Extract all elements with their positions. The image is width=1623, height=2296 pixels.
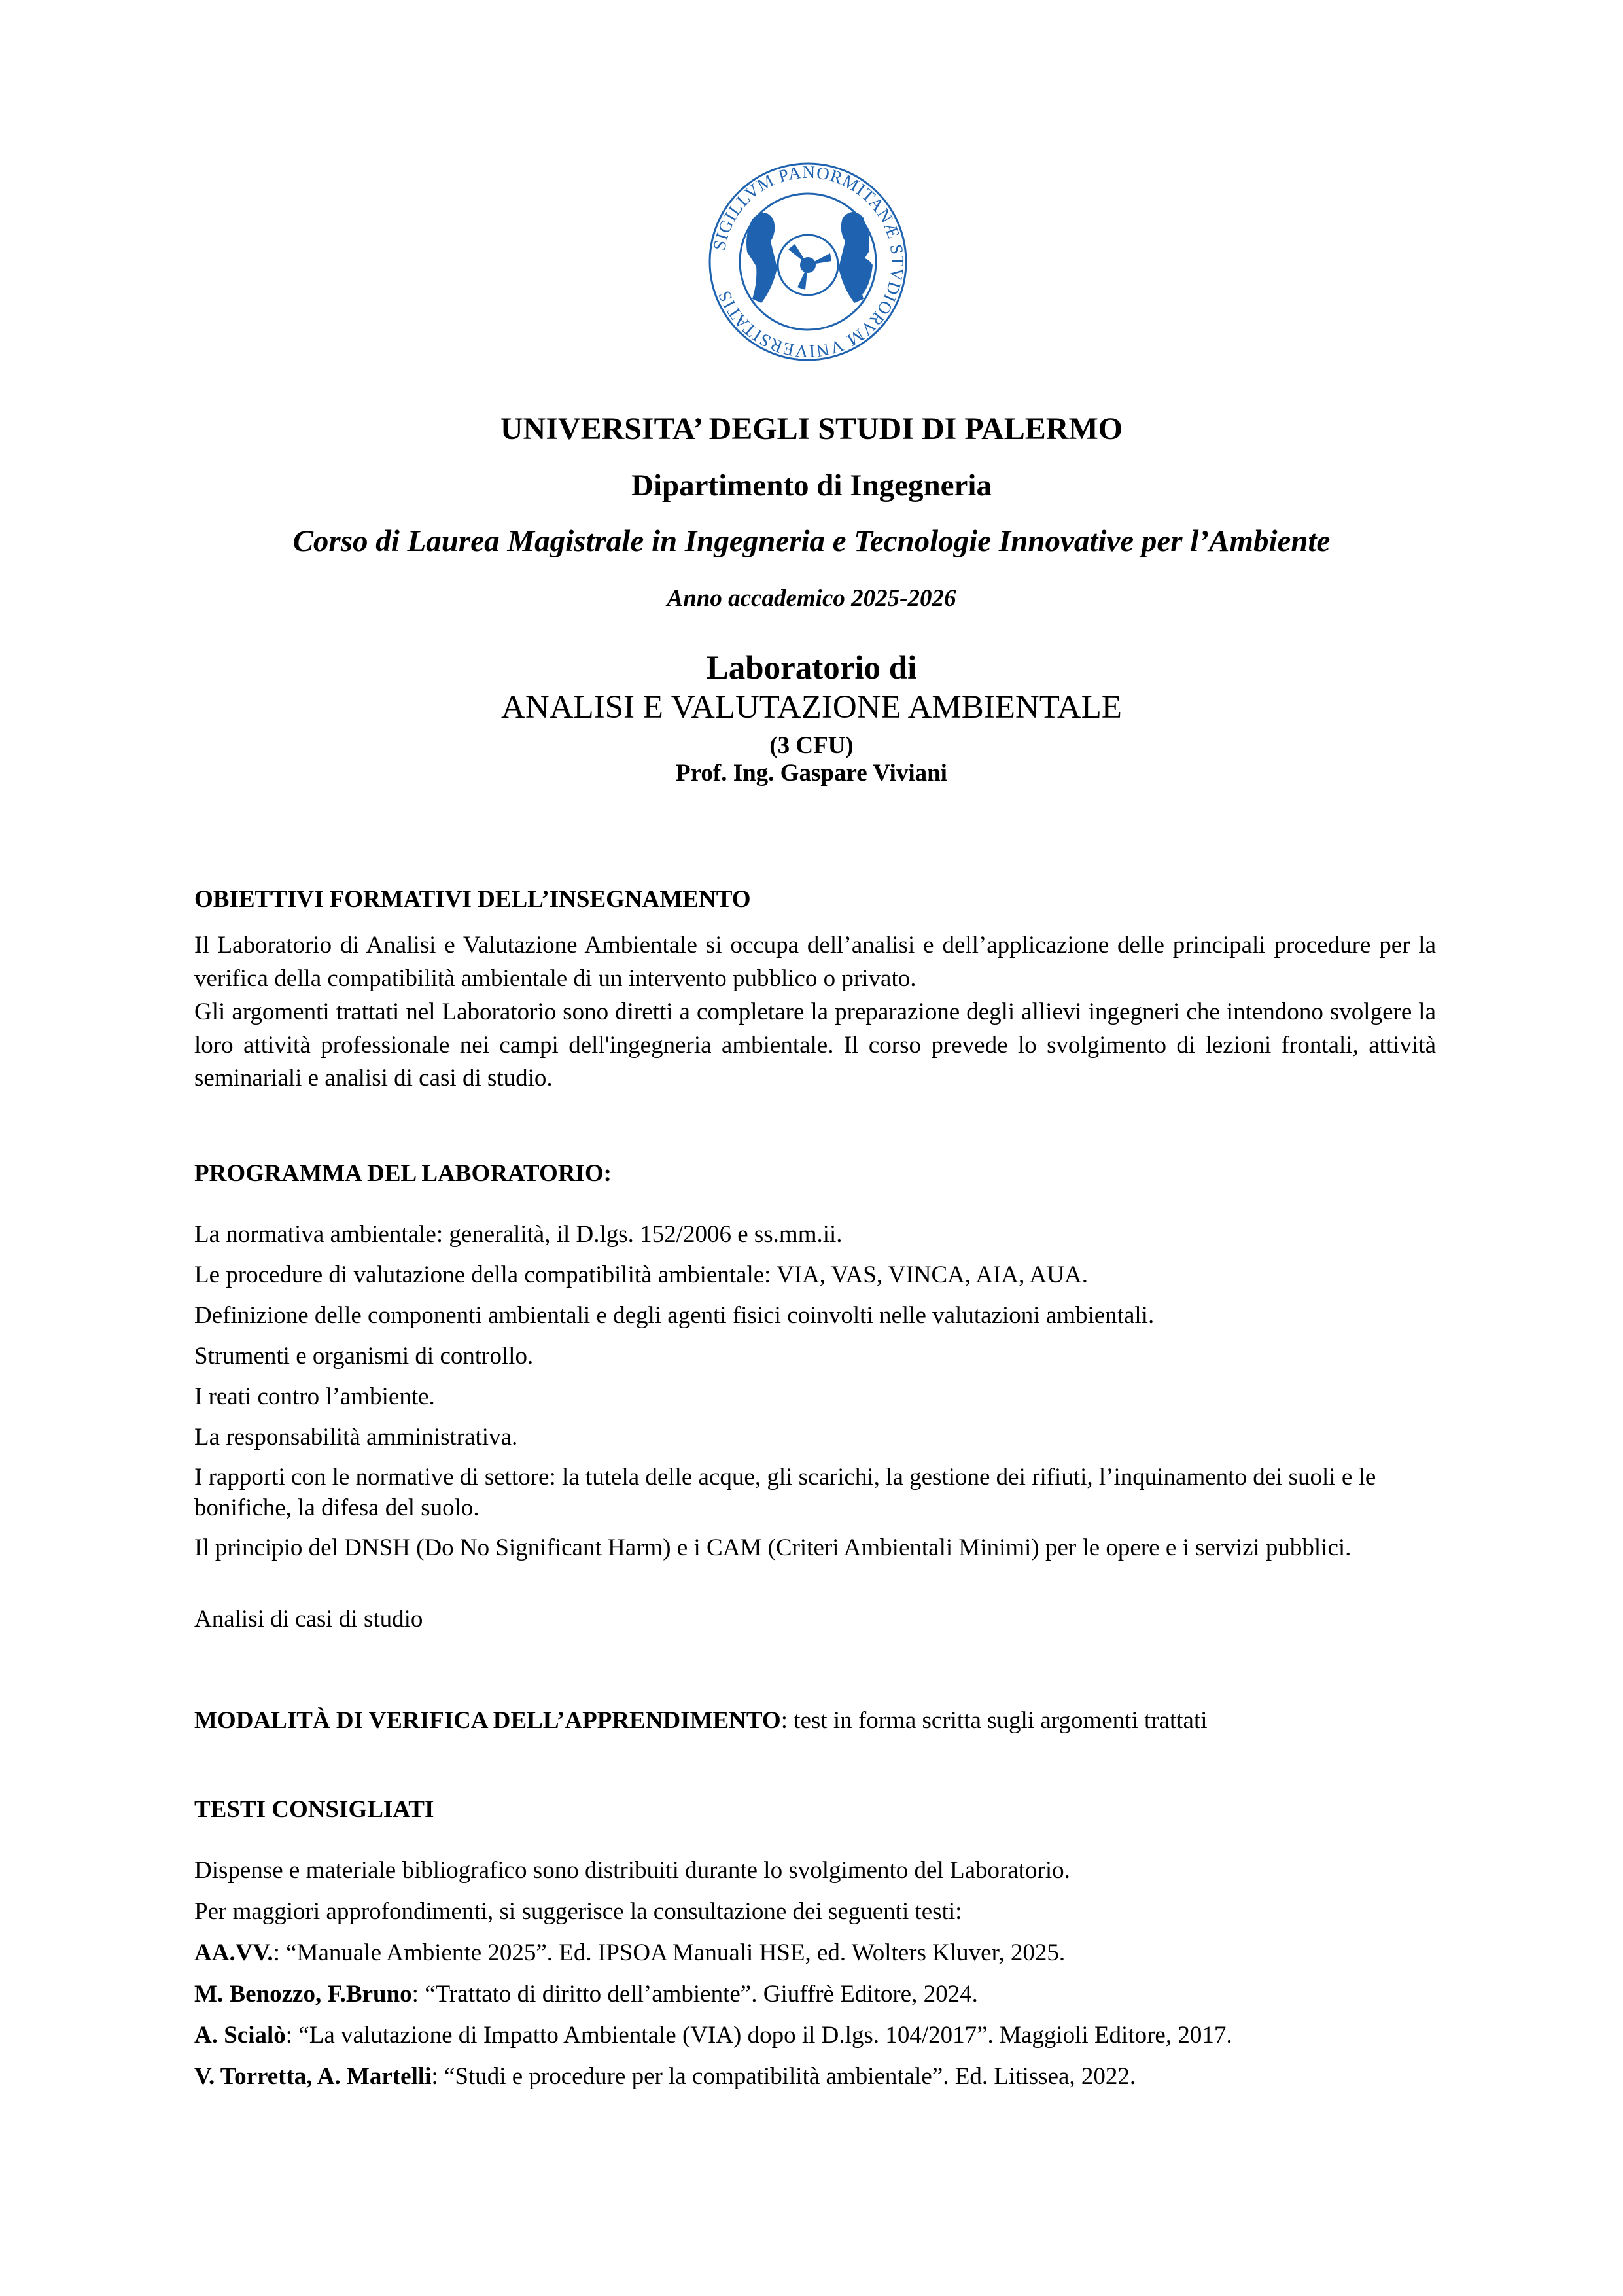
- assessment-heading: MODALITÀ DI VERIFICA DELL’APPRENDIMENTO: [194, 1707, 781, 1734]
- lab-title-line1: Laboratorio di: [706, 650, 917, 686]
- reference-authors: A. Scialò: [194, 2022, 286, 2049]
- program-item: I reati contro l’ambiente.: [194, 1383, 435, 1410]
- reference-authors: M. Benozzo, F.Bruno: [194, 1981, 412, 2007]
- reference-authors: V. Torretta, A. Martelli: [194, 2063, 432, 2090]
- objectives-paragraph-2: Gli argomenti trattati nel Laboratorio sono diretti a completare la preparazione degli allievi ingegneri che intendono svolgere la loro attività professionale nei campi dell'ingegneria ambientale. Il corso prevede lo svolgimento di lezioni frontali, attività seminariali e analisi di casi di studio.: [194, 998, 1436, 1092]
- reference-details: : “Manuale Ambiente 2025”. Ed. IPSOA Manuali HSE, ed. Wolters Kluver, 2025.: [273, 1939, 1066, 1966]
- reference-item: [194, 1937, 1436, 1969]
- reference-details: : “La valutazione di Impatto Ambientale (VIA) dopo il D.lgs. 104/2017”. Maggioli Editore, 2017.: [285, 2022, 1232, 2049]
- program-item: Analisi di casi di studio: [194, 1606, 423, 1633]
- program-item: Strumenti e organismi di controllo.: [194, 1343, 534, 1369]
- reference-authors: AA.VV.: [194, 1939, 273, 1966]
- department-name: Dipartimento di Ingegneria: [631, 468, 992, 503]
- objectives-paragraph-1: Il Laboratorio di Analisi e Valutazione Ambientale si occupa dell’analisi e dell’applicazione delle principali procedure per la verifica della compatibilità ambientale di un intervento pubblico o privato.: [194, 932, 1436, 992]
- program-item: I rapporti con le normative di settore: la tutela delle acque, gli scarichi, la gestione dei rifiuti, l’inquinamento dei suoli e le bonifiche, la difesa del suolo.: [194, 1464, 1376, 1521]
- reference-details: : “Trattato di diritto dell’ambiente”. Giuffrè Editore, 2024.: [411, 1981, 978, 2007]
- program-item: Il principio del DNSH (Do No Significant Harm) e i CAM (Criteri Ambientali Minimi) per le opere e i servizi pubblici.: [194, 1534, 1352, 1561]
- reference-details: : “Studi e procedure per la compatibilità ambientale”. Ed. Litissea, 2022.: [431, 2063, 1136, 2090]
- svg-text:SIGILLVM PANORMITANÆ STVDIORVM: SIGILLVM PANORMITANÆ STVDIORVM VNIVERSITATIS: [709, 162, 908, 362]
- course-name: Corso di Laurea Magistrale in Ingegneria e Tecnologie Innovative per l’Ambiente: [292, 524, 1331, 558]
- university-name: UNIVERSITA’ DEGLI STUDI DI PALERMO: [500, 412, 1123, 446]
- lab-title-line2: ANALISI E VALUTAZIONE AMBIENTALE: [501, 689, 1122, 726]
- reference-item: [194, 2061, 1436, 2093]
- reference-item: [194, 1979, 1436, 2010]
- program-item: Definizione delle componenti ambientali e degli agenti fisici coinvolti nelle valutazioni ambientali.: [194, 1302, 1155, 1329]
- program-heading: PROGRAMMA DEL LABORATORIO:: [194, 1160, 612, 1187]
- texts-intro-1: Dispense e materiale bibliografico sono distribuiti durante lo svolgimento del Laboratorio.: [194, 1857, 1070, 1884]
- program-item: Le procedure di valutazione della compatibilità ambientale: VIA, VAS, VINCA, AIA, AUA.: [194, 1262, 1088, 1288]
- reference-item: [194, 2020, 1436, 2051]
- assessment-text: : test in forma scritta sugli argomenti trattati: [780, 1707, 1208, 1734]
- credits: (3 CFU): [769, 732, 854, 759]
- objectives-heading: OBIETTIVI FORMATIVI DELL’INSEGNAMENTO: [194, 886, 751, 913]
- texts-intro-2: Per maggiori approfondimenti, si suggerisce la consultazione dei seguenti testi:: [194, 1898, 962, 1925]
- texts-heading: TESTI CONSIGLIATI: [194, 1796, 434, 1823]
- university-seal-logo: [707, 160, 909, 363]
- academic-year: Anno accademico 2025-2026: [667, 585, 956, 612]
- assessment-line: [194, 1705, 1436, 1737]
- program-item: La normativa ambientale: generalità, il D.lgs. 152/2006 e ss.mm.ii.: [194, 1221, 843, 1248]
- program-item: La responsabilità amministrativa.: [194, 1424, 518, 1451]
- professor-name: Prof. Ing. Gaspare Viviani: [676, 760, 947, 786]
